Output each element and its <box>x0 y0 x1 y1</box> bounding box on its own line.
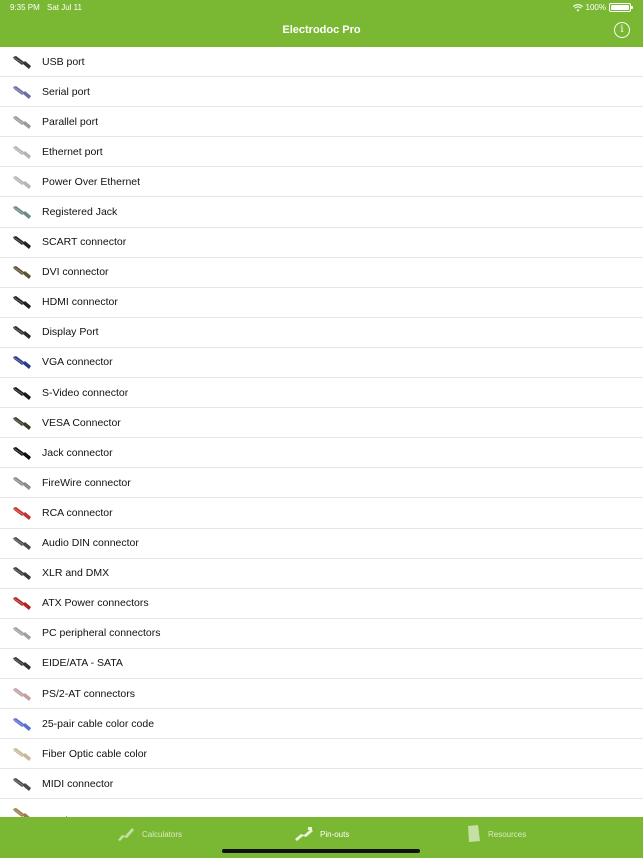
tab-pin-outs[interactable] <box>294 823 349 845</box>
ethernet-icon <box>12 142 32 162</box>
list-item-label: SCART connector <box>42 236 127 249</box>
list-item[interactable] <box>0 529 643 559</box>
list-item-label: EIDE/ATA - SATA <box>42 657 123 670</box>
calculator-icon <box>116 826 136 842</box>
list-item[interactable] <box>0 589 643 619</box>
pc-peripheral-icon <box>12 623 32 643</box>
list-item[interactable] <box>0 709 643 739</box>
jack-icon <box>12 443 32 463</box>
list-item[interactable] <box>0 769 643 799</box>
status-bar <box>0 0 643 16</box>
tab-resources[interactable] <box>466 823 526 845</box>
usb-icon <box>12 52 32 72</box>
list-item[interactable] <box>0 77 643 107</box>
page-title: Electrodoc Pro <box>282 24 361 36</box>
ps2-icon <box>12 684 32 704</box>
poe-icon <box>12 172 32 192</box>
tab-label: Resources <box>488 829 527 839</box>
connector-list[interactable] <box>0 47 643 817</box>
hdmi-icon <box>12 292 32 312</box>
scart-icon <box>12 232 32 252</box>
tab-label: Calculators <box>142 829 183 839</box>
list-item-label: Display Port <box>42 326 99 339</box>
firewire-icon <box>12 473 32 493</box>
cable-color-icon <box>12 714 32 734</box>
audio-din-icon <box>12 533 32 553</box>
list-item-label: PC peripheral connectors <box>42 627 161 640</box>
battery-icon <box>609 3 631 12</box>
list-item-label: S-Video connector <box>42 386 129 399</box>
list-item-label: ATX Power connectors <box>42 597 149 610</box>
list-item[interactable] <box>0 47 643 77</box>
status-date: Sat Jul 11 <box>47 3 82 12</box>
list-item[interactable] <box>0 498 643 528</box>
status-indicators <box>573 3 631 12</box>
list-item[interactable] <box>0 408 643 438</box>
eide-icon <box>12 653 32 673</box>
list-item-label: VESA Connector <box>42 416 121 429</box>
list-item-label: 25-pair cable color code <box>42 717 155 730</box>
midi-icon <box>12 774 32 794</box>
list-item[interactable] <box>0 167 643 197</box>
displayport-icon <box>12 322 32 342</box>
tab-calculators[interactable] <box>116 823 182 845</box>
list-item[interactable] <box>0 318 643 348</box>
info-button[interactable] <box>614 22 630 38</box>
list-item[interactable] <box>0 107 643 137</box>
list-item-label: PS/2-AT connectors <box>42 687 135 700</box>
list-item-label: RCA connector <box>42 506 113 519</box>
list-item-label: Fiber Optic cable color <box>42 747 148 760</box>
list-item-label: MIDI connector <box>42 777 114 790</box>
list-item-label: Ethernet port <box>42 145 103 158</box>
home-indicator <box>222 849 420 853</box>
status-time: 9:35 PM <box>10 3 40 12</box>
battery-percentage: 100% <box>585 3 606 12</box>
list-item[interactable] <box>0 258 643 288</box>
list-item-label: FireWire connector <box>42 476 131 489</box>
document-icon <box>466 825 482 843</box>
vesa-icon <box>12 413 32 433</box>
list-item[interactable] <box>0 228 643 258</box>
fiber-optic-icon <box>12 744 32 764</box>
atx-icon <box>12 593 32 613</box>
wifi-icon <box>573 4 583 12</box>
list-item[interactable] <box>0 378 643 408</box>
list-item-label: Audio DIN connector <box>42 537 139 550</box>
tab-label: Pin-outs <box>320 829 350 839</box>
list-item-label: HDMI connector <box>42 296 118 309</box>
list-item[interactable] <box>0 649 643 679</box>
list-item-label: USB port <box>42 55 85 68</box>
list-item[interactable] <box>0 739 643 769</box>
dvi-icon <box>12 262 32 282</box>
vga-icon <box>12 352 32 372</box>
list-item[interactable] <box>0 197 643 227</box>
list-item[interactable] <box>0 619 643 649</box>
list-item[interactable] <box>0 559 643 589</box>
info-icon: i <box>620 24 624 35</box>
list-item-label: DVI connector <box>42 266 109 279</box>
navigation-bar <box>0 0 643 47</box>
list-item[interactable] <box>0 348 643 378</box>
rca-icon <box>12 503 32 523</box>
serial-port-icon <box>12 82 32 102</box>
connector-icon <box>294 826 314 842</box>
svideo-icon <box>12 383 32 403</box>
list-item-label: Jack connector <box>42 446 113 459</box>
parallel-port-icon <box>12 112 32 132</box>
list-item-label: Parallel port <box>42 115 99 128</box>
list-item-label: VGA connector <box>42 356 113 369</box>
list-item[interactable] <box>0 468 643 498</box>
rj-icon <box>12 202 32 222</box>
list-item[interactable] <box>0 137 643 167</box>
list-item-label: Power Over Ethernet <box>42 175 141 188</box>
list-item[interactable] <box>0 288 643 318</box>
list-item-label: Registered Jack <box>42 206 118 219</box>
list-item[interactable] <box>0 679 643 709</box>
xlr-icon <box>12 563 32 583</box>
list-item-label: XLR and DMX <box>42 567 110 580</box>
list-item-label: Serial port <box>42 85 90 98</box>
list-item[interactable] <box>0 438 643 468</box>
